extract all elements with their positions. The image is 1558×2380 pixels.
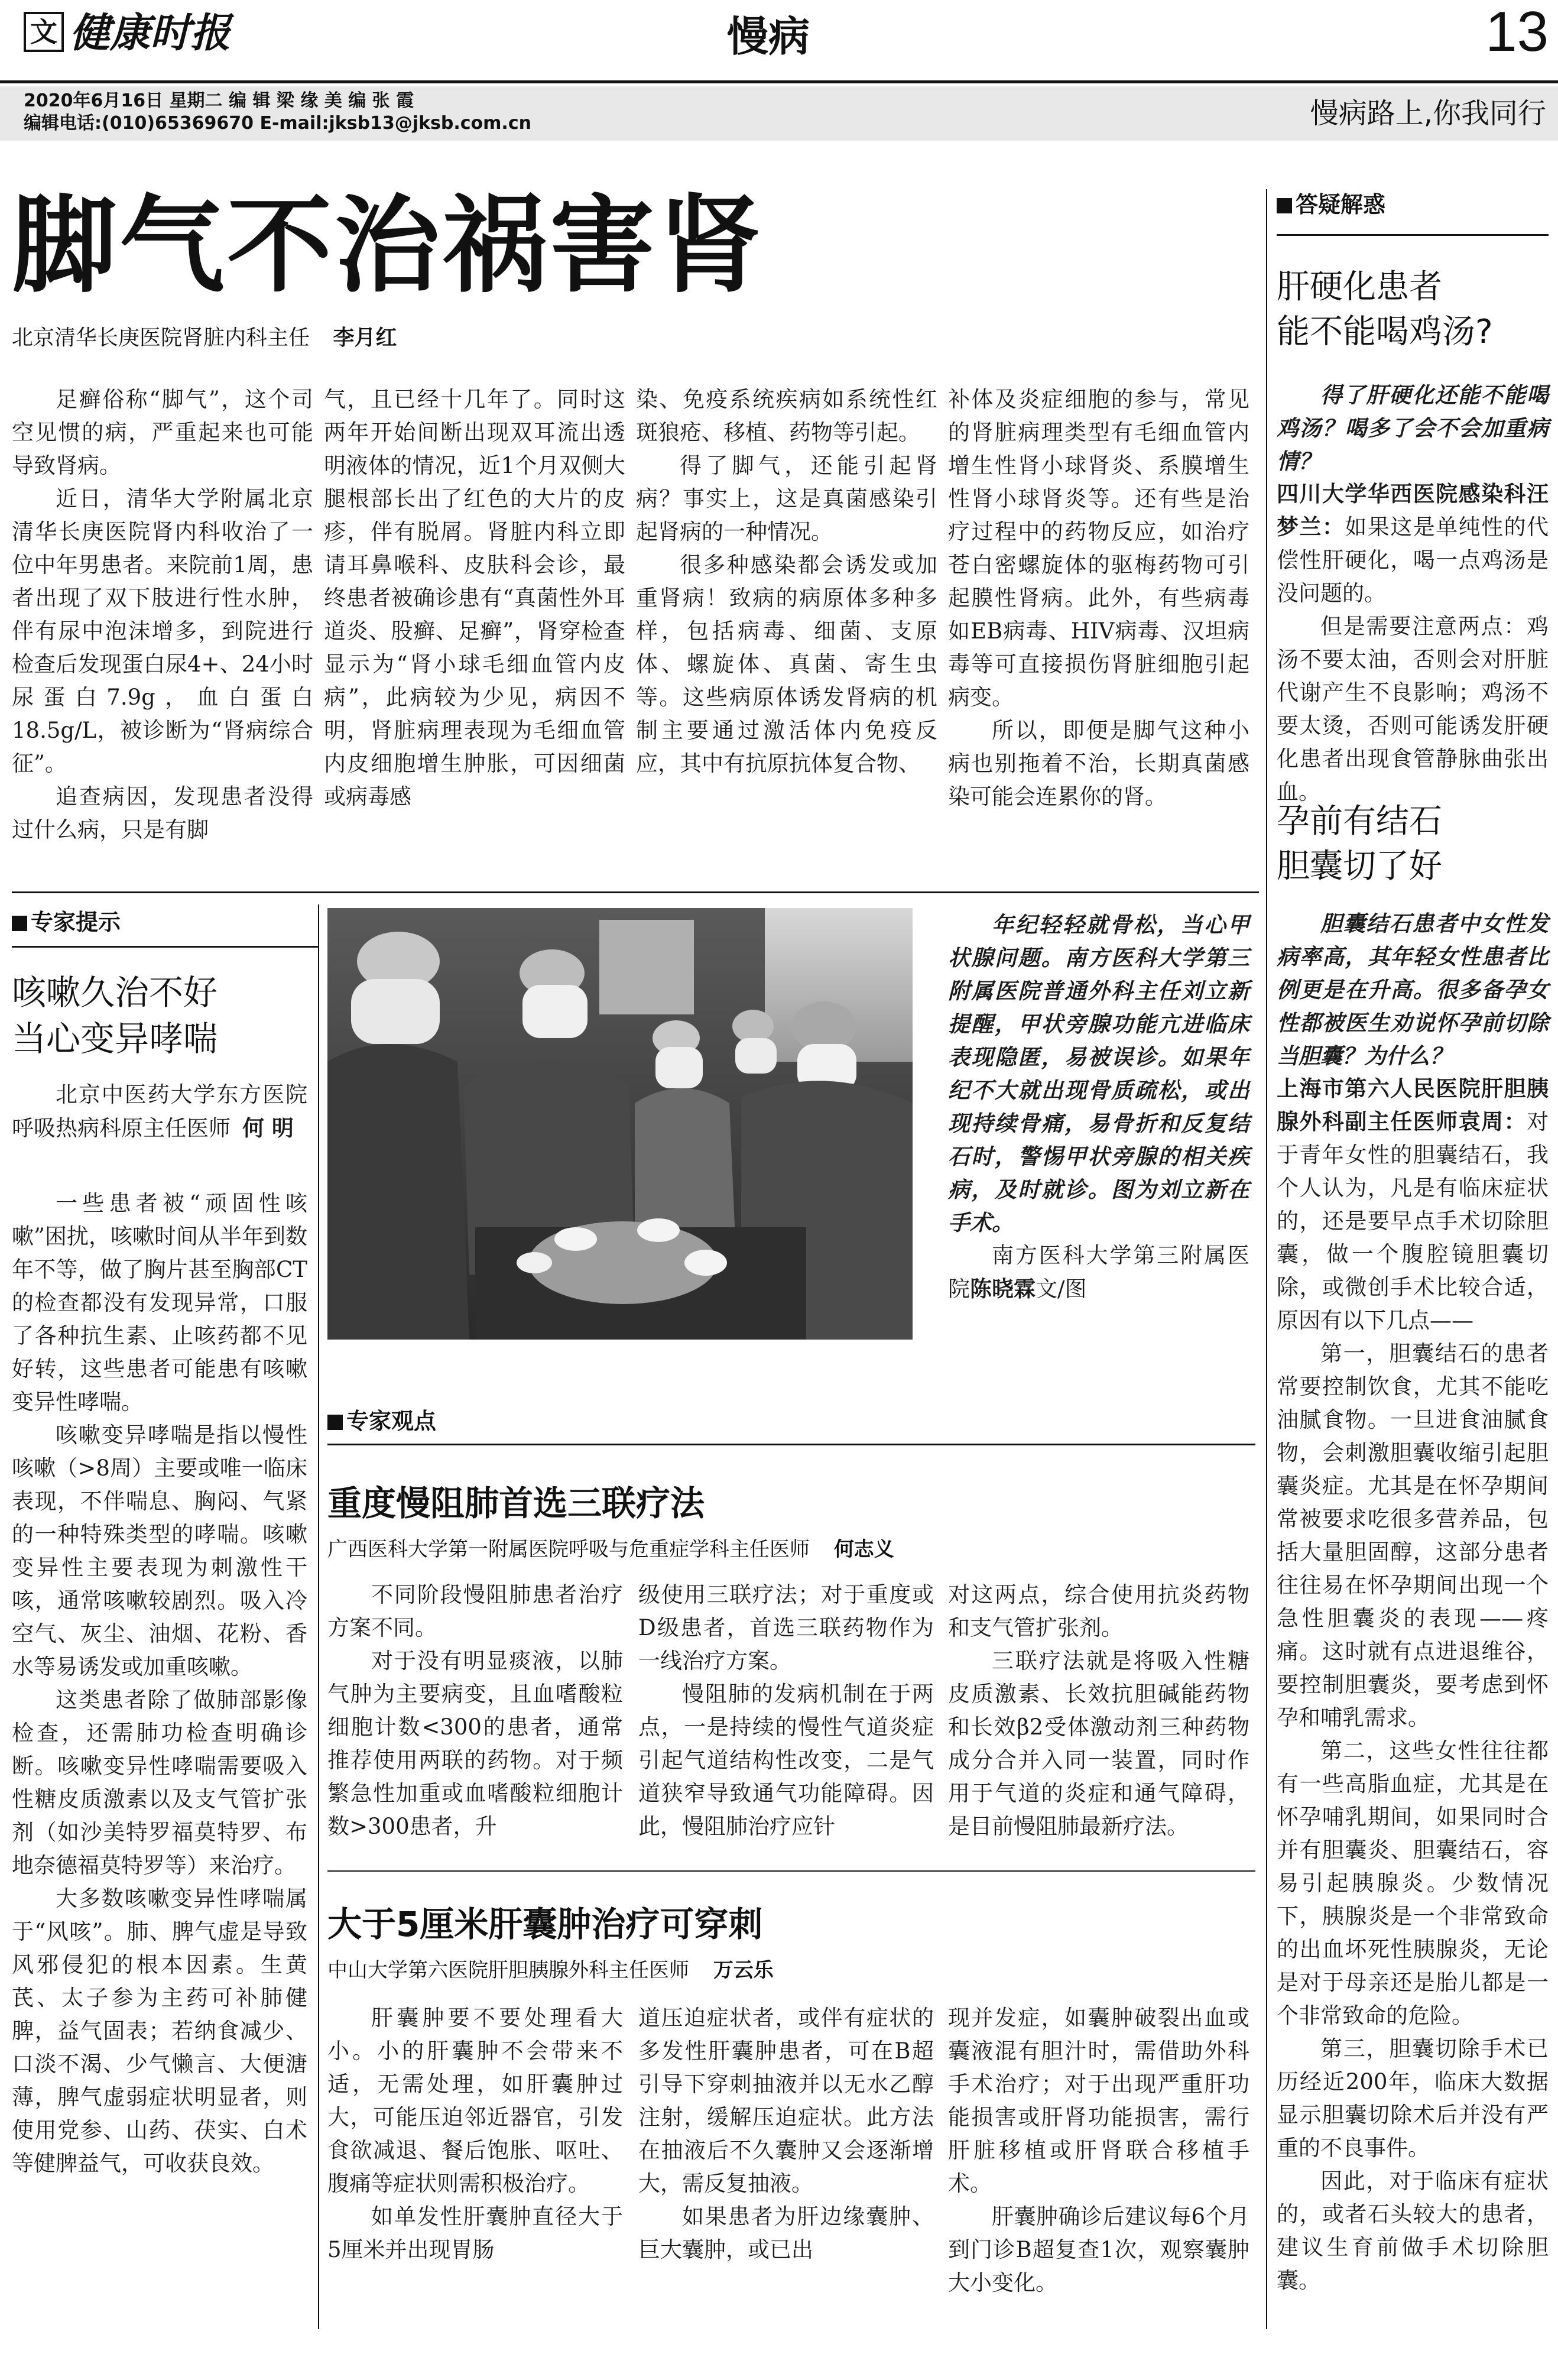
faq-q1-lead: 得了肝硬化还能不能喝鸡汤？喝多了会不会加重病情？ — [1277, 382, 1549, 474]
title-line: 肝硬化患者 — [1277, 268, 1442, 306]
byline-text — [12, 1078, 307, 1145]
page-number: 13 — [1485, 0, 1549, 63]
lead-col-4 — [948, 383, 1249, 813]
paper-name: 健康时报 — [70, 9, 231, 57]
masthead-rule — [0, 80, 1558, 83]
view-para: 三联疗法就是将吸入性糖皮质激素、长效抗胆碱能药物和长效β2受体激动剂三种药物成分合并入同一装置，同时作用于气道的炎症和通气障碍，是目前慢阻肺最新疗法。 — [948, 1648, 1249, 1839]
answer-text: 如果这是单纯性的代偿性肝硬化，喝一点鸡汤是没问题的。 — [1277, 514, 1549, 606]
byline-name: 李月红 — [333, 326, 397, 350]
view-a1-col-3 — [948, 1578, 1249, 1843]
view-para: 道压迫症状者，或伴有症状的多发性肝囊肿患者，可在B超引导下穿刺抽液并以无水乙醇注射，缓解压迫症状。此方法在抽液后不久囊肿又会逐渐增大，需反复抽液。 — [638, 2005, 934, 2196]
view-a1-col-1 — [327, 1578, 623, 1843]
lead-col-3 — [636, 383, 937, 780]
lead-col-1 — [12, 383, 313, 847]
tip-header: 专家提示 — [12, 908, 121, 936]
faq-header-rule — [1277, 234, 1549, 236]
byline-org: 北京中医药大学东方医院呼吸热病科原主任医师 — [12, 1082, 307, 1141]
lead-para: 追查病因，发现患者没得过什么病，只是有脚 — [12, 784, 313, 842]
tip-header-rule — [12, 946, 319, 948]
tip-title — [12, 969, 218, 1062]
faq-q2-para: 第三，胆囊切除手术已历经近200年，临床大数据显示胆囊切除术后并没有严重的不良事件。 — [1277, 2036, 1549, 2161]
lead-para: 染、免疫系统疾病如系统性红斑狼疮、移植、药物等引起。 — [636, 387, 937, 445]
faq-q2-title — [1277, 799, 1442, 889]
faq-q2-body — [1277, 907, 1549, 2297]
lead-para: 气，且已经十几年了。同时这两年开始间断出现双耳流出透明液体的情况，近1个月双侧大腿根部长出了红色的大片的皮疹，伴有脱屑。肾脏内科立即请耳鼻喉科、皮肤科会诊，最终患者被确诊患有“真菌性外耳道炎、股癣、足癣”，肾穿检查显示为“肾小球毛细血管内皮病”，此病较为少见，病因不明，肾脏病理表现为毛细血管内皮细胞增生肿胀，可因细菌或病毒感 — [324, 387, 625, 809]
expert-name: 上海市第六人民医院肝胆胰腺外科副主任医师袁周： — [1277, 1076, 1549, 1134]
tip-byline — [12, 1078, 307, 1145]
view-para: 不同阶段慢阻肺患者治疗方案不同。 — [327, 1582, 623, 1640]
tip-para: 这类患者除了做肺部影像检查，还需肺功检查明确诊断。咳嗽变异性哮喘需要吸入性糖皮质激素以及支气管扩张剂（如沙美特罗福莫特罗、布地奈德福莫特罗等）来治疗。 — [12, 1687, 307, 1878]
title-line: 咳嗽久治不好 — [12, 972, 218, 1013]
surgery-scene-graphic — [327, 908, 913, 1340]
lead-para: 所以，即便是脚气这种小病也别拖着不治，长期真菌感染可能会连累你的肾。 — [948, 718, 1249, 809]
faq-header: 答疑解惑 — [1277, 190, 1385, 219]
lead-bottom-rule — [12, 891, 1259, 893]
view-para: 肝囊肿确诊后建议每6个月到门诊B超复查1次，观察囊肿大小变化。 — [948, 2204, 1249, 2295]
faq-q2-answer — [1277, 1072, 1549, 1337]
faq-q2-para: 第一，胆囊结石的患者常要控制饮食，尤其不能吃油腻食物。一旦进食油腻食物，会刺激胆囊收缩引起胆囊炎症。尤其是在怀孕期间常被要求吃很多营养品，包括大量胆固醇，这部分患者往往易在怀孕期间出现一个急性胆囊炎的表现——疼痛。这时就有点进退维谷，要控制胆囊炎，要考虑到怀孕和哺乳需求。 — [1277, 1341, 1549, 1730]
tip-para: 一些患者被“顽固性咳嗽”困扰，咳嗽时间从半年到数年不等，做了胸片甚至胸部CT的检查都没有发现异常，口服了各种抗生素、止咳药都不见好转，这些患者可能患有咳嗽变异性哮喘。 — [12, 1191, 307, 1415]
tip-para: 大多数咳嗽变异性哮喘属于“风咳”。肺、脾气虚是导致风邪侵犯的根本因素。生黄芪、太子参为主药可补肺健脾，益气固表；若纳食减少、口淡不渴、少气懒言、大便溏薄，脾气虚弱症状明显者，则使用党参、山药、茯实、白术等健脾益气，可收获良效。 — [12, 1886, 307, 2176]
view-para: 如果患者为肝边缘囊肿、巨大囊肿，或已出 — [638, 2204, 934, 2262]
faq-q1-answer — [1277, 478, 1549, 610]
view-a1-title: 重度慢阻肺首选三联疗法 — [327, 1483, 705, 1523]
byline-name: 万云乐 — [713, 1959, 774, 1982]
byline-name: 何 明 — [242, 1115, 294, 1141]
title-line: 胆囊切了好 — [1277, 847, 1442, 886]
lead-col-2 — [324, 383, 625, 813]
view-header-rule — [327, 1444, 1255, 1445]
view-para: 级使用三联疗法；对于重度或D级患者，首选三联药物作为一线治疗方案。 — [638, 1582, 934, 1674]
caption-text: 年纪轻轻就骨松，当心甲状腺问题。南方医科大学第三附属医院普通外科主任刘立新提醒，甲状旁腺功能亢进临床表现隐匿，易被误诊。如果年纪不大就出现骨质疏松，或出现持续骨痛，易骨折和反复结石时，警惕甲状旁腺的相关疾病，及时就诊。图为刘立新在手术。 — [948, 912, 1249, 1236]
surgery-photo — [327, 908, 913, 1340]
faq-q2-para: 第二，这些女性往往都有一些高脂血症，尤其是在怀孕哺乳期间，如果同时合并有胆囊炎、胆囊结石，容易引起胰腺炎。少数情况下，胰腺炎是一个非常致命的出血坏死性胰腺炎，无论是对于母亲还是胎儿都是一个非常致命的危险。 — [1277, 1738, 1549, 2028]
view-a2-byline — [327, 1957, 774, 1984]
view-a2-col-1 — [327, 2002, 623, 2266]
title-line: 能不能喝鸡汤? — [1277, 313, 1493, 351]
view-para: 对于没有明显痰液，以肺气肿为主要病变，且血嗜酸粒细胞计数<300的患者，通常推荐使用两联的药物。对于频繁急性加重或血嗜酸粒细胞计数>300患者，升 — [327, 1648, 623, 1839]
view-a1-col-2 — [638, 1578, 934, 1843]
view-para: 对这两点，综合使用抗炎药物和支气管扩张剂。 — [948, 1582, 1249, 1640]
masthead — [0, 0, 1558, 89]
view-header: 专家观点 — [327, 1407, 436, 1435]
credit-name: 陈晓霖 — [970, 1276, 1036, 1302]
photo-caption — [948, 908, 1249, 1306]
view-para: 如单发性肝囊肿直径大于5厘米并出现胃肠 — [327, 2204, 623, 2262]
faq-q1-title — [1277, 265, 1493, 355]
byline-org: 北京清华长庚医院肾脏内科主任 — [12, 326, 310, 350]
lead-byline — [12, 324, 397, 352]
credit-org: 南方医科大学第三附属医院 — [948, 1243, 1249, 1302]
byline-name: 何志义 — [833, 1538, 894, 1561]
byline-org: 中山大学第六医院肝胆胰腺外科主任医师 — [327, 1959, 689, 1982]
logo-mark: 文 — [24, 12, 64, 52]
lead-para: 得了脚气，还能引起肾病？事实上，这是真菌感染引起肾病的一种情况。 — [636, 453, 937, 544]
right-column-divider — [1266, 189, 1267, 2329]
lead-para: 足癣俗称“脚气”，这个司空见惯的病，严重起来也可能导致肾病。 — [12, 387, 313, 478]
credit-suffix: 文/图 — [1036, 1276, 1087, 1302]
view-para: 现并发症，如囊肿破裂出血或囊液混有胆汁时，需借助外科手术治疗；对于出现严重肝功能损害或肝肾功能损害，需行肝脏移植或肝肾联合移植手术。 — [948, 2005, 1249, 2196]
title-line: 当心变异哮喘 — [12, 1019, 218, 1059]
view-a2-col-2 — [638, 2002, 934, 2266]
lead-headline: 脚气不治祸害肾 — [12, 183, 765, 307]
expert-name: 四川大学华西医院感染科汪梦兰： — [1277, 481, 1549, 540]
lead-para: 近日，清华大学附属北京清华长庚医院肾内科收治了一位中年男患者。来院前1周，患者出现了双下肢进行性水肿，伴有尿中泡沫增多，到院进行检查后发现蛋白尿4+、24小时尿蛋白7.9g，血白蛋白18.5g/L，被诊断为“肾病综合征”。 — [12, 486, 313, 776]
title-line: 孕前有结石 — [1277, 802, 1442, 841]
dateline-bar — [0, 86, 1558, 141]
contact-line: 编辑电话:(010)65369670 E-mail:jksb13@jksb.com.cn — [24, 113, 531, 134]
photo-credit — [948, 1239, 1249, 1306]
faq-q1-body — [1277, 378, 1549, 809]
lead-para: 很多种感染都会诱发或加重肾病！致病的病原体多种多样，包括病毒、细菌、支原体、螺旋体、真菌、寄生虫等。这些病原体诱发肾病的机制主要通过激活体内免疫反应，其中有抗原抗体复合物、 — [636, 552, 937, 776]
faq-q2-para: 因此，对于临床有症状的，或者石头较大的患者，建议生育前做手术切除胆囊。 — [1277, 2168, 1549, 2293]
view-mid-rule — [327, 1870, 1255, 1872]
view-para: 肝囊肿要不要处理看大小。小的肝囊肿不会带来不适，无需处理，如肝囊肿过大，可能压迫邻近器官，引发食欲减退、餐后饱胀、呕吐、腹痛等症状则需积极治疗。 — [327, 2005, 623, 2196]
slogan: 慢病路上,你我同行 — [1310, 97, 1546, 130]
view-a2-title: 大于5厘米肝囊肿治疗可穿刺 — [327, 1904, 763, 1944]
lead-para: 补体及炎症细胞的参与，常见的肾脏病理类型有毛细血管内增生性肾小球肾炎、系膜增生性肾小球肾炎等。还有些是治疗过程中的药物反应，如治疗苍白密螺旋体的驱梅药物可引起膜性肾病。此外，有些病毒如EB病毒、HIV病毒、汉坦病毒等可直接损伤肾脏细胞引起病变。 — [948, 387, 1249, 710]
tip-para: 咳嗽变异哮喘是指以慢性咳嗽（>8周）主要或唯一临床表现，不伴喘息、胸闷、气紧的一种特殊类型的哮喘。咳嗽变异性主要表现为刺激性干咳，通常咳嗽较剧烈。吸入冷空气、灰尘、油烟、花粉、香水等易诱发或加重咳嗽。 — [12, 1422, 307, 1679]
tip-body — [12, 1187, 307, 2180]
view-para: 慢阻肺的发病机制在于两点，一是持续的慢性气道炎症引起气道结构性改变，二是气道狭窄导致通气功能障碍。因此，慢阻肺治疗应针 — [638, 1681, 934, 1839]
answer-text: 对于青年女性的胆囊结石，我个人认为，凡是有临床症状的，还是要早点手术切除胆囊，做一个腹腔镜胆囊切除，或微创手术比较合适，原因有以下几点—— — [1277, 1109, 1549, 1333]
date-line: 2020年6月16日 星期二 编 辑 梁 缘 美 编 张 霞 — [24, 90, 414, 111]
view-a1-byline — [327, 1536, 894, 1563]
left-column-divider — [318, 904, 319, 2329]
faq-q1-para: 但是需要注意两点：鸡汤不要太油，否则会对肝脏代谢产生不良影响；鸡汤不要太烫，否则可能诱发肝硬化患者出现食管静脉曲张出血。 — [1277, 614, 1549, 805]
view-a2-col-3 — [948, 2002, 1249, 2300]
faq-q2-lead: 胆囊结石患者中女性发病率高，其年轻女性患者比例更是在升高。很多备孕女性都被医生劝说怀孕前切除当胆囊？为什么？ — [1277, 910, 1549, 1069]
byline-org: 广西医科大学第一附属医院呼吸与危重症学科主任医师 — [327, 1538, 810, 1561]
section-name: 慢病 — [727, 12, 810, 61]
